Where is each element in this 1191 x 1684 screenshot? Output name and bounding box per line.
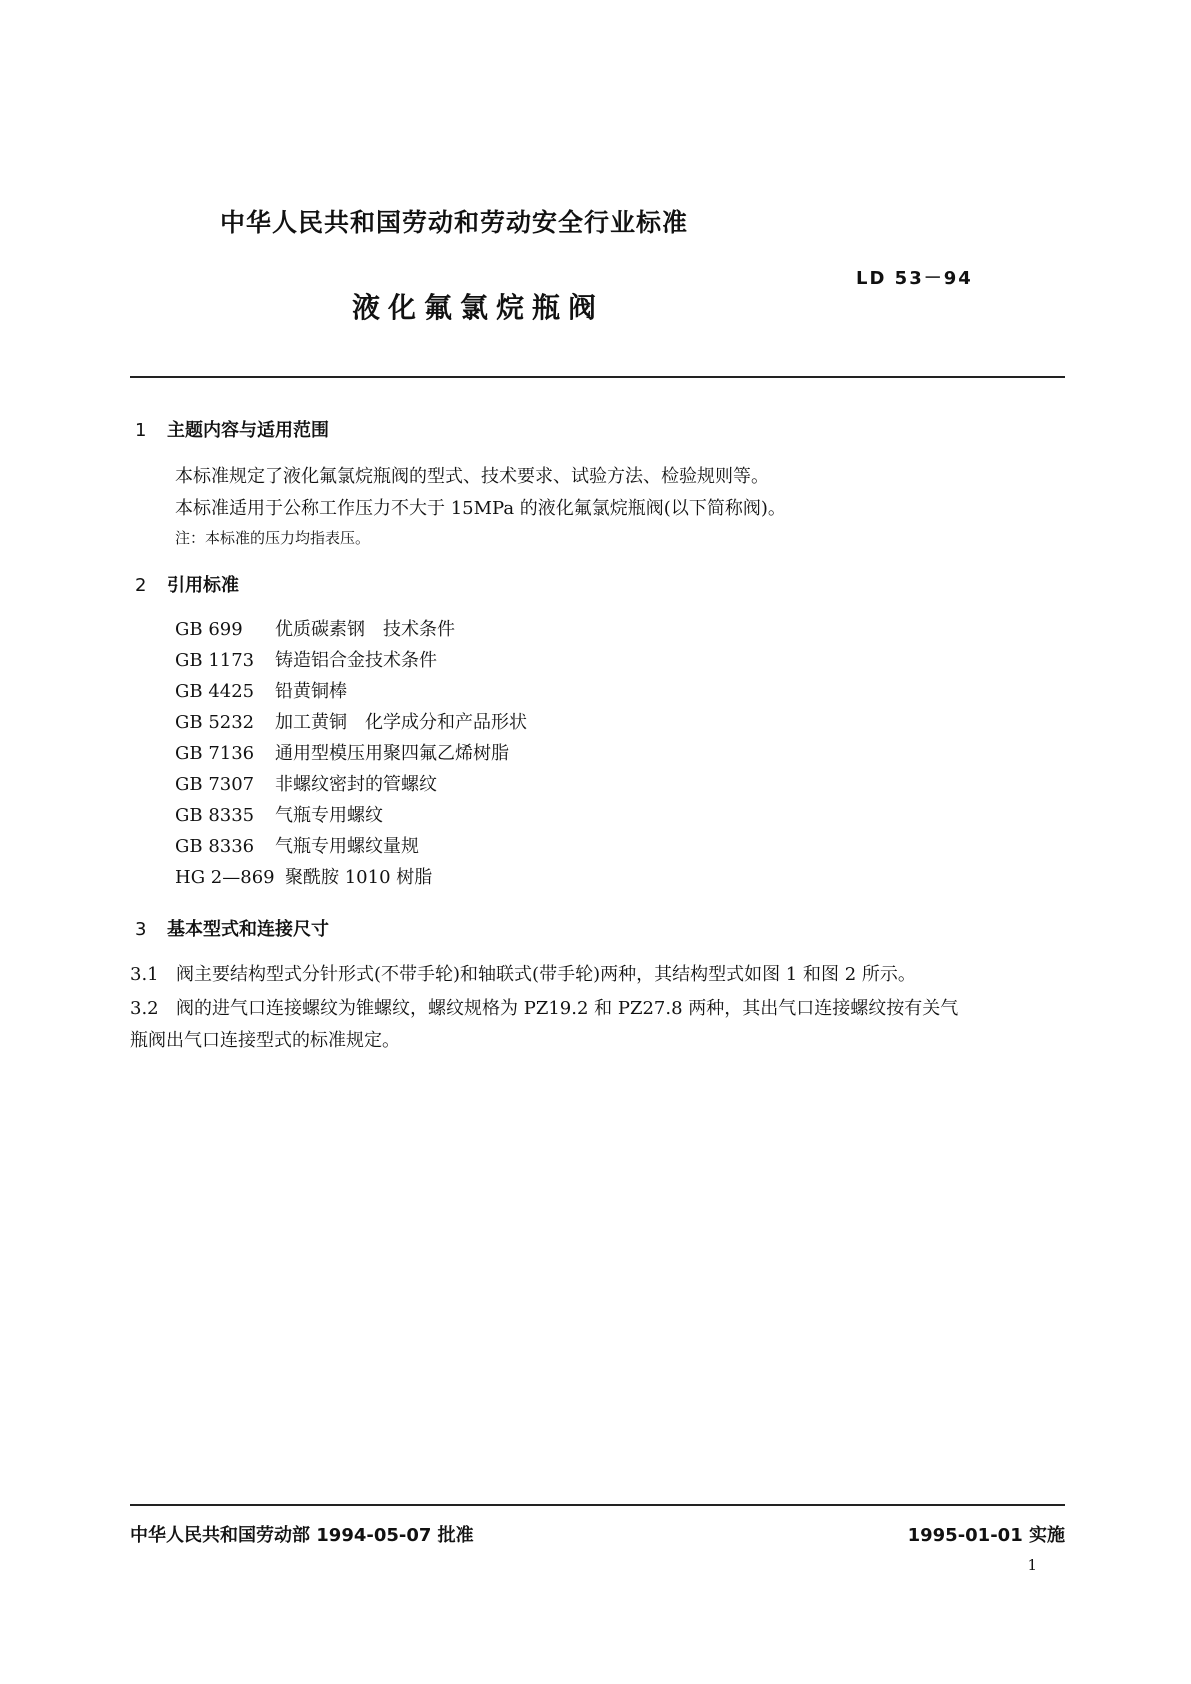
clause-3-2-text-line-1: 阀的进气口连接螺纹为锥螺纹，螺纹规格为 PZ19.2 和 PZ27.8 两种，其出气口连接螺纹按有关气 [176,998,959,1019]
reference-code: GB 7307 [175,774,255,795]
top-divider [130,376,1065,378]
reference-name: 通用型模压用聚四氟乙烯树脂 [275,743,509,764]
reference-name: 加工黄铜 化学成分和产品形状 [275,712,527,733]
reference-item [175,677,527,708]
section-1-paragraph-2: 本标准适用于公称工作压力不大于 15MPa 的液化氟氯烷瓶阀(以下简称阀)。 [175,498,786,519]
section-2-heading [135,571,239,597]
section-1-note: 注：本标准的压力均指表压。 [175,529,371,547]
section-3-title: 基本型式和连接尺寸 [167,919,329,940]
reference-code: GB 7136 [175,743,255,764]
reference-name: 优质碳素钢 技术条件 [275,619,455,640]
effective-date: 1995-01-01 实施 [907,1525,1065,1546]
clause-3-2-text-line-2: 瓶阀出气口连接型式的标准规定。 [130,1030,400,1051]
reference-item [175,801,527,832]
section-3-number: 3 [135,919,147,940]
header-title: 中华人民共和国劳动和劳动安全行业标准 [220,208,689,237]
reference-code: GB 8336 [175,836,255,857]
clause-3-1 [130,960,916,986]
reference-name: 聚酰胺 1010 树脂 [285,867,433,888]
clause-3-1-number: 3.1 [130,964,159,985]
clause-3-2 [130,994,958,1020]
reference-name: 气瓶专用螺纹 [275,805,383,826]
document-title: 液化氟氯烷瓶阀 [352,291,605,324]
section-1-title: 主题内容与适用范围 [167,420,329,441]
reference-item [175,708,527,739]
reference-code: GB 699 [175,619,243,640]
reference-name: 非螺纹密封的管螺纹 [275,774,437,795]
reference-name: 铸造铝合金技术条件 [275,650,437,671]
approval-statement: 中华人民共和国劳动部 1994-05-07 批准 [130,1525,474,1546]
bottom-divider [130,1504,1065,1506]
reference-name: 气瓶专用螺纹量规 [275,836,419,857]
section-1-paragraph-1: 本标准规定了液化氟氯烷瓶阀的型式、技术要求、试验方法、检验规则等。 [175,466,769,487]
reference-item [175,863,527,894]
reference-item [175,832,527,863]
reference-code: GB 4425 [175,681,255,702]
reference-code: GB 5232 [175,712,255,733]
section-3-heading [135,915,329,941]
clause-3-1-text: 阀主要结构型式分针形式(不带手轮)和轴联式(带手轮)两种，其结构型式如图 1 和图 2 所示。 [176,964,916,985]
reference-item [175,770,527,801]
section-2-number: 2 [135,575,147,596]
reference-code: GB 1173 [175,650,255,671]
reference-name: 铅黄铜棒 [275,681,347,702]
reference-code: HG 2—869 [175,867,275,888]
reference-item [175,646,527,677]
page-number: 1 [1027,1556,1037,1574]
standard-code: LD 53－94 [856,268,973,289]
reference-item [175,615,527,646]
section-2-title: 引用标准 [167,575,239,596]
reference-code: GB 8335 [175,805,255,826]
section-1-number: 1 [135,420,147,441]
clause-3-2-number: 3.2 [130,998,159,1019]
reference-item [175,739,527,770]
reference-list [175,615,527,894]
section-1-heading [135,416,329,442]
